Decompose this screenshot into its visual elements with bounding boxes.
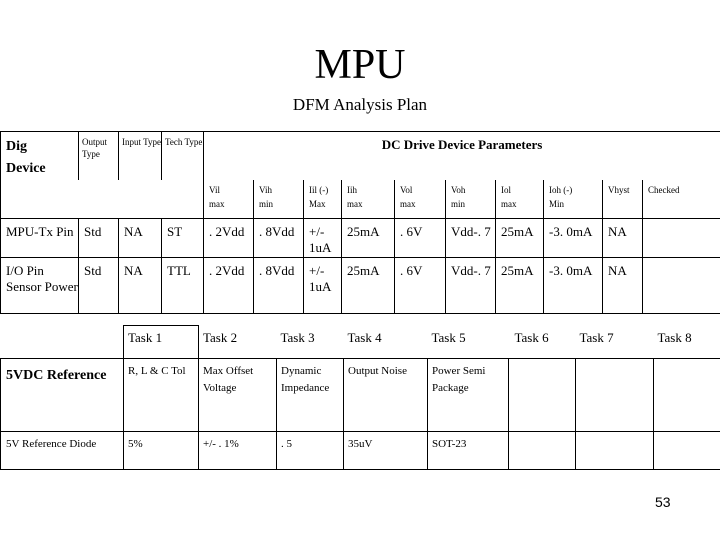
row-vhyst: NA <box>603 218 643 257</box>
row-checked <box>643 218 720 257</box>
row-iih: 25mA <box>342 257 395 313</box>
ref-task-3: Dynamic Impedance <box>277 359 344 432</box>
header-dig-device: Dig Device <box>1 132 79 181</box>
param-iih: Iih max <box>342 180 395 218</box>
diode-label: 5V Reference Diode <box>1 432 124 470</box>
header-dc-params: DC Drive Device Parameters <box>204 132 720 181</box>
row-ioh: -3. 0mA <box>544 218 603 257</box>
dc-parameters-table <box>0 131 720 314</box>
row-iil: +/- 1uA <box>304 257 342 313</box>
row-vil: . 2Vdd <box>204 218 254 257</box>
table-row <box>1 257 720 313</box>
page-title: MPU <box>314 42 406 88</box>
param-iil: Iil (-) Max <box>304 180 342 218</box>
row-voh: Vdd-. 7 <box>446 257 496 313</box>
diode-task-1: 5% <box>124 432 199 470</box>
param-vol: Vol max <box>395 180 446 218</box>
task-4-header: Task 4 <box>347 329 382 345</box>
param-vil: Vil max <box>204 180 254 218</box>
row-voh: Vdd-. 7 <box>446 218 496 257</box>
row-vih: . 8Vdd <box>254 257 304 313</box>
task-5-header: Task 5 <box>431 329 466 345</box>
row-vol: . 6V <box>395 218 446 257</box>
task-6-header: Task 6 <box>514 329 549 345</box>
row-iol: 25mA <box>496 257 544 313</box>
param-ioh: Ioh (-) Min <box>544 180 603 218</box>
diode-task-3: . 5 <box>277 432 344 470</box>
ref-task-8 <box>654 359 720 432</box>
row-input-type: NA <box>119 257 162 313</box>
ref-task-4: Output Noise <box>344 359 428 432</box>
page-number: 53 <box>655 494 671 510</box>
row-vil: . 2Vdd <box>204 257 254 313</box>
row-iih: 25mA <box>342 218 395 257</box>
task-2-header: Task 2 <box>203 329 238 345</box>
row-tech-type: ST <box>162 218 204 257</box>
param-iol: Iol max <box>496 180 544 218</box>
param-vhyst: Vhyst <box>603 180 643 218</box>
task-table <box>0 325 720 470</box>
row-iil: +/- 1uA <box>304 218 342 257</box>
table-row <box>1 432 720 470</box>
ref-task-6 <box>509 359 576 432</box>
row-checked <box>643 257 720 313</box>
row-tech-type: TTL <box>162 257 204 313</box>
table-row <box>1 359 720 432</box>
ref-task-7 <box>576 359 654 432</box>
header-output-type: Output Type <box>79 132 119 181</box>
task-7-header: Task 7 <box>579 329 614 345</box>
page-subtitle: DFM Analysis Plan <box>292 95 428 114</box>
param-voh: Voh min <box>446 180 496 218</box>
diode-task-6 <box>509 432 576 470</box>
row-vih: . 8Vdd <box>254 218 304 257</box>
header-tech-type: Tech Type <box>162 132 204 181</box>
row-output-type: Std <box>79 257 119 313</box>
diode-task-8 <box>654 432 720 470</box>
table-row <box>1 218 720 257</box>
row-device: MPU-Tx Pin <box>1 218 79 257</box>
row-output-type: Std <box>79 218 119 257</box>
row-vhyst: NA <box>603 257 643 313</box>
diode-task-4: 35uV <box>344 432 428 470</box>
row-vol: . 6V <box>395 257 446 313</box>
diode-task-7 <box>576 432 654 470</box>
row-iol: 25mA <box>496 218 544 257</box>
row-ioh: -3. 0mA <box>544 257 603 313</box>
ref-task-5: Power Semi Package <box>428 359 509 432</box>
diode-task-5: SOT-23 <box>428 432 509 470</box>
ref-task-2: Max Offset Voltage <box>199 359 277 432</box>
task-8-header: Task 8 <box>657 329 692 345</box>
header-input-type: Input Type <box>119 132 162 181</box>
task-3-header: Task 3 <box>280 329 315 345</box>
ref-task-1: R, L & C Tol <box>124 359 199 432</box>
row-device: I/O Pin Sensor Power <box>1 257 79 313</box>
row-input-type: NA <box>119 218 162 257</box>
task-1-header: Task 1 <box>124 326 199 359</box>
ref-label: 5VDC Reference <box>1 359 124 432</box>
diode-task-2: +/- . 1% <box>199 432 277 470</box>
param-checked: Checked <box>643 180 720 218</box>
param-vih: Vih min <box>254 180 304 218</box>
